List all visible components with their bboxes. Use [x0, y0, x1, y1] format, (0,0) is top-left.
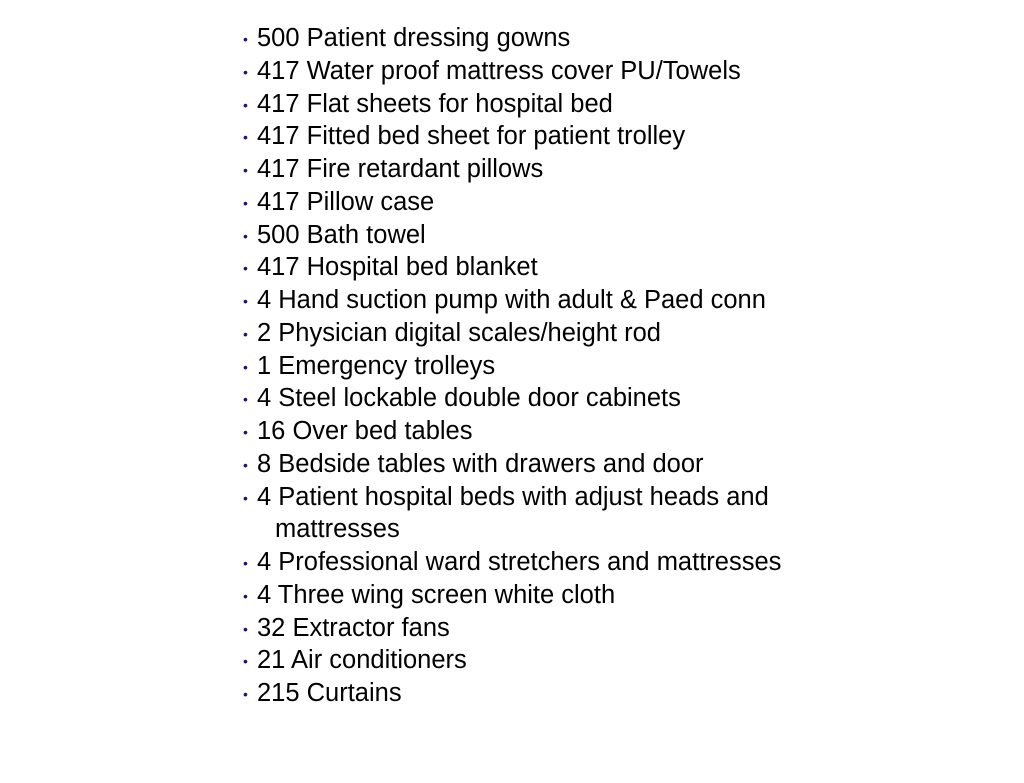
bullet-icon: •	[243, 325, 248, 342]
list-item	[243, 481, 857, 547]
list-item	[243, 448, 857, 481]
list-item	[243, 22, 857, 55]
list-item-text: 417 Flat sheets for hospital bed	[257, 89, 613, 118]
list-item	[243, 251, 857, 284]
bullet-icon: •	[243, 129, 248, 146]
list-item-text-continuation: mattresses	[275, 515, 400, 544]
list-item	[243, 546, 857, 579]
list-item	[243, 88, 857, 121]
list-item-text	[257, 481, 857, 547]
list-item	[243, 350, 857, 383]
list-item	[243, 677, 857, 710]
list-item-text: 21 Air conditioners	[257, 646, 467, 675]
bullet-icon: •	[243, 587, 248, 604]
list-item	[243, 415, 857, 448]
bullet-icon: •	[243, 260, 248, 277]
bullet-icon: •	[243, 620, 248, 637]
list-item-text: 500 Patient dressing gowns	[257, 24, 571, 52]
list-item-text: 417 Water proof mattress cover PU/Towels	[257, 56, 741, 85]
list-item-text: 417 Hospital bed blanket	[257, 253, 538, 282]
list-item	[243, 55, 857, 88]
bullet-icon: •	[243, 96, 248, 113]
list-item	[243, 284, 857, 317]
bullet-icon: •	[243, 63, 248, 80]
bullet-icon: •	[243, 424, 248, 440]
list-item-text: 2 Physician digital scales/height rod	[257, 318, 661, 347]
bullet-icon: •	[243, 653, 248, 670]
bullet-icon: •	[243, 489, 248, 506]
list-item-text: 32 Extractor fans	[257, 613, 450, 642]
list-item-text: 4 Hand suction pump with adult & Paed conn	[257, 286, 766, 314]
bullet-icon: •	[243, 686, 248, 702]
list-item	[243, 219, 857, 252]
list-item	[243, 120, 857, 153]
list-item	[243, 382, 857, 415]
list-item	[243, 644, 857, 677]
list-item	[243, 153, 857, 186]
equipment-list	[243, 22, 857, 710]
bullet-icon: •	[243, 227, 248, 244]
list-item-text: 500 Bath towel	[257, 220, 426, 249]
list-item	[243, 612, 857, 645]
list-item-text: 4 Three wing screen white cloth	[257, 580, 616, 609]
list-item-text: 1 Emergency trolleys	[257, 351, 496, 380]
list-item-text-line1: 4 Patient hospital beds with adjust heads and	[257, 482, 769, 511]
list-item-text: 417 Pillow case	[257, 187, 435, 216]
list-item-text: 4 Steel lockable double door cabinets	[257, 384, 681, 413]
list-item-text: 215 Curtains	[257, 679, 402, 707]
bullet-icon: •	[243, 162, 248, 178]
bullet-icon: •	[243, 391, 248, 408]
list-item-text: 417 Fitted bed sheet for patient trolley	[257, 122, 686, 151]
list-item-text: 417 Fire retardant pillows	[257, 155, 544, 183]
bullet-icon: •	[243, 456, 248, 473]
list-item	[243, 186, 857, 219]
list-item	[243, 317, 857, 350]
bullet-icon: •	[243, 358, 248, 375]
bullet-icon: •	[243, 555, 248, 571]
list-item-text: 16 Over bed tables	[257, 417, 473, 445]
bullet-icon: •	[243, 293, 248, 309]
list-item-text: 8 Bedside tables with drawers and door	[257, 449, 704, 478]
bullet-icon: •	[243, 31, 248, 47]
bullet-icon: •	[243, 194, 248, 211]
list-item-text: 4 Professional ward stretchers and mattresses	[257, 548, 782, 576]
list-item	[243, 579, 857, 612]
